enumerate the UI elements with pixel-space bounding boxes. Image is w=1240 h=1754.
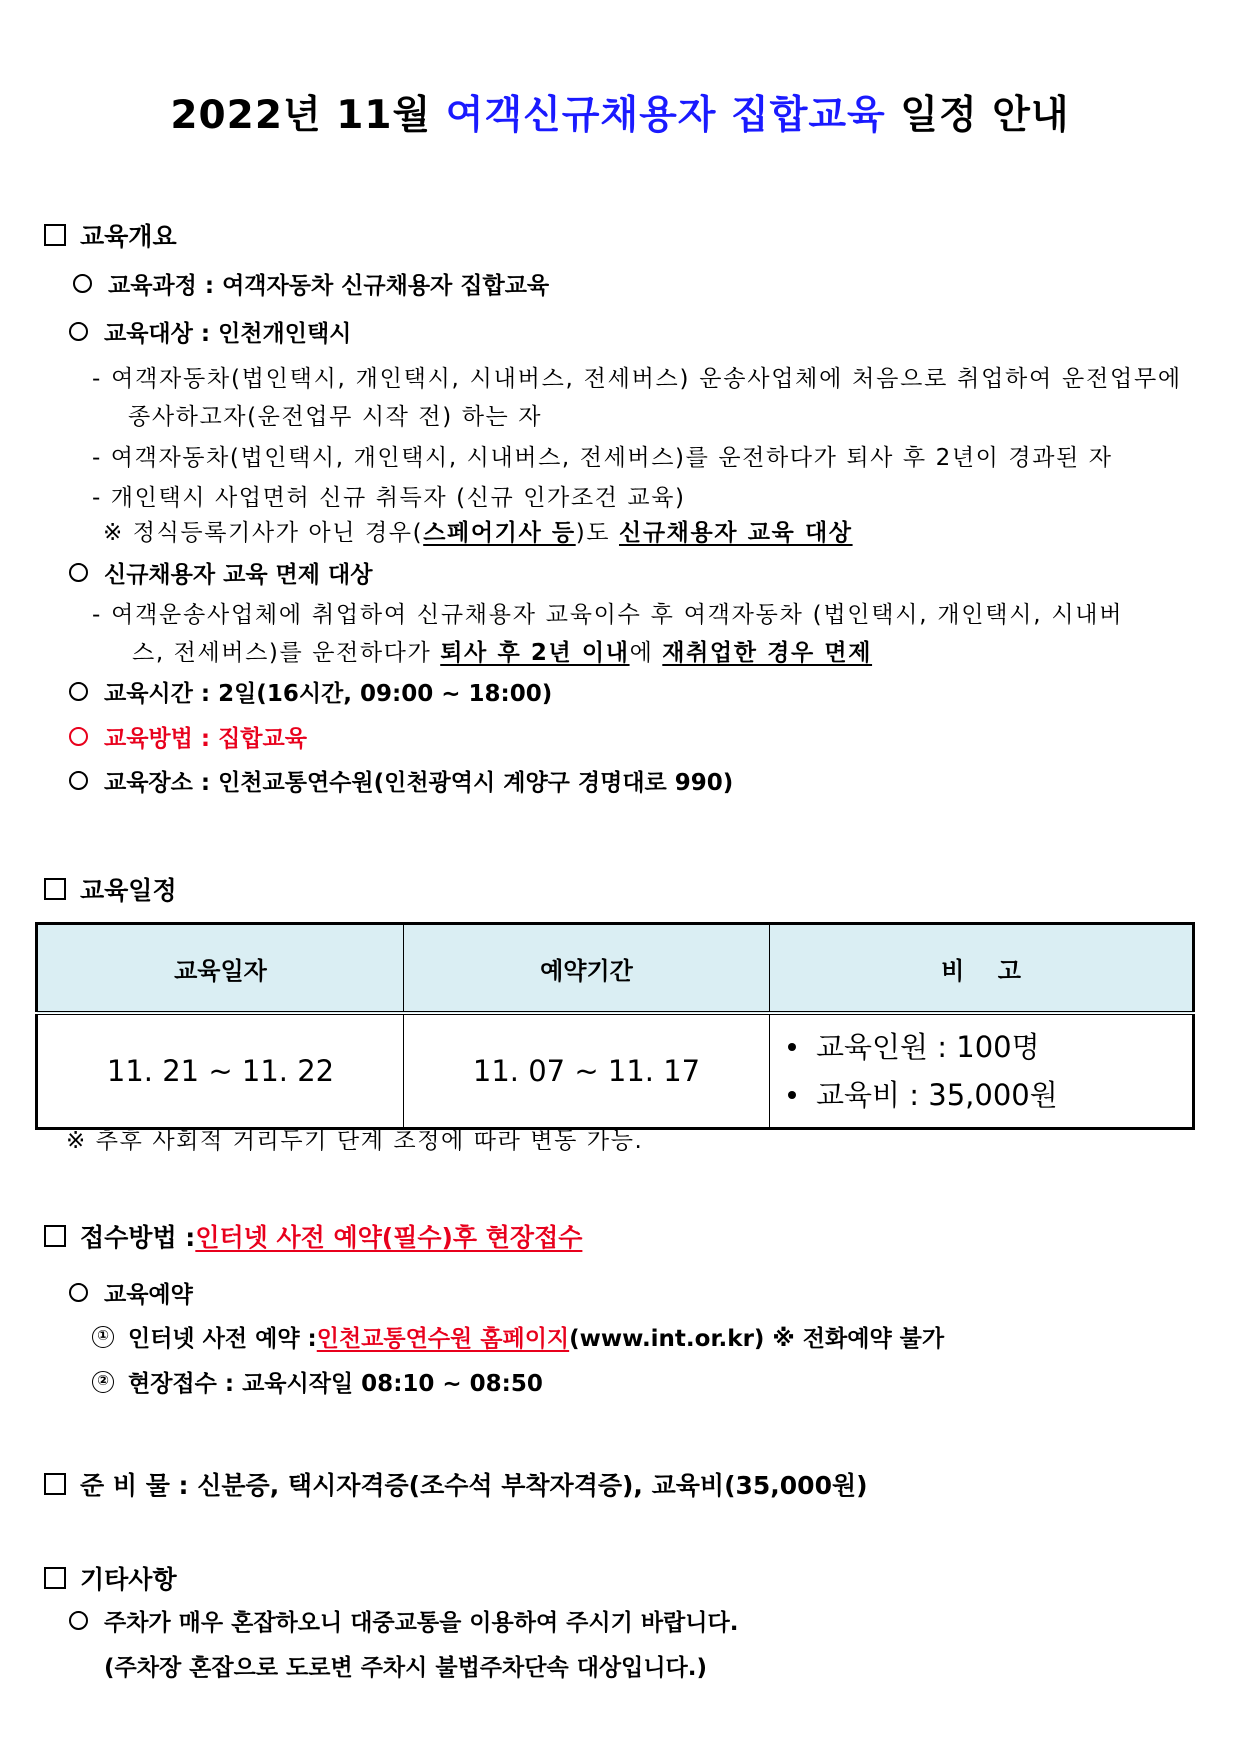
- target-line-1: - 여객자동차(법인택시, 개인택시, 시내버스, 전세버스) 운송사업체에 처음으로 취업하여 운전업무에: [92, 366, 1182, 392]
- header-notes: 비 고: [770, 924, 1194, 1014]
- circle-bullet-icon: [69, 771, 88, 790]
- section-preparation: 준 비 물 : 신분증, 택시자격증(조수석 부착자격증), 교육비(35,000원): [44, 1466, 868, 1502]
- circle-bullet-icon: [69, 682, 88, 701]
- bullet-icon: [788, 1043, 796, 1051]
- course-item: 교육과정 : 여객자동차 신규채용자 집합교육: [73, 267, 549, 300]
- header-reservation: 예약기간: [404, 924, 770, 1014]
- target-line-2: 종사하고자(운전업무 시작 전) 하는 자: [128, 404, 543, 430]
- parking-warning: (주차장 혼잡으로 도로변 주차시 불법주차단속 대상입니다.): [104, 1655, 708, 1681]
- table-header-row: [37, 924, 1194, 1014]
- table-row: [37, 1013, 1194, 1129]
- circle-bullet-icon: [69, 1611, 88, 1630]
- target-line-3: - 여객자동차(법인택시, 개인택시, 시내버스, 전세버스)를 운전하다가 퇴사 후 2년이 경과된 자: [92, 445, 1113, 471]
- bullet-icon: [788, 1091, 796, 1099]
- circle-bullet-icon: [69, 1283, 88, 1302]
- cell-date: 11. 21 ~ 11. 22: [37, 1013, 404, 1129]
- circle-bullet-icon: [69, 322, 88, 341]
- section-reception-heading: 접수방법 : 인터넷 사전 예약(필수)후 현장접수: [44, 1218, 582, 1254]
- circle-bullet-icon: [69, 727, 88, 746]
- reservation-online: ① 인터넷 사전 예약 : 인천교통연수원 홈페이지 (www.int.or.kr) ※ 전화예약 불가: [92, 1320, 944, 1353]
- title-suffix: 일정 안내: [885, 93, 1070, 138]
- title-prefix: 2022년 11월: [170, 93, 446, 138]
- note-fee: 교육비 : 35,000원: [788, 1071, 1191, 1119]
- exemption-line-2: 스, 전세버스)를 운전하다가 퇴사 후 2년 이내에 재취업한 경우 면제: [132, 640, 873, 666]
- homepage-link[interactable]: 인천교통연수원 홈페이지: [316, 1326, 570, 1352]
- checkbox-icon: [44, 224, 66, 246]
- new-hire-target-highlight: 신규채용자 교육 대상: [619, 520, 853, 546]
- checkbox-icon: [44, 1567, 66, 1589]
- header-date: 교육일자: [37, 924, 404, 1014]
- cell-reservation: 11. 07 ~ 11. 17: [404, 1013, 770, 1129]
- reservation-onsite: ② 현장접수 : 교육시작일 08:10 ~ 08:50: [92, 1365, 543, 1398]
- section-schedule-heading: 교육일정: [44, 871, 177, 907]
- reception-method-highlight: 인터넷 사전 예약(필수)후 현장접수: [195, 1223, 583, 1252]
- spare-driver-highlight: 스페어기사 등: [423, 520, 576, 546]
- time-item: 교육시간 : 2일(16시간, 09:00 ~ 18:00): [69, 675, 552, 708]
- method-item: 교육방법 : 집합교육: [69, 720, 307, 753]
- section-etc-heading: 기타사항: [44, 1560, 177, 1596]
- number-1-icon: ①: [92, 1326, 114, 1348]
- schedule-footnote: ※ 추후 사회적 거리두기 단계 조정에 따라 변동 가능.: [66, 1128, 644, 1154]
- checkbox-icon: [44, 878, 66, 900]
- reservation-item: 교육예약: [69, 1276, 193, 1309]
- circle-bullet-icon: [73, 274, 92, 293]
- target-item: 교육대상 : 인천개인택시: [69, 315, 351, 348]
- title-highlight: 여객신규채용자 집합교육: [445, 93, 886, 138]
- exemption-line-1: - 여객운송사업체에 취업하여 신규채용자 교육이수 후 여객자동차 (법인택시, 개인택시, 시내버: [92, 602, 1124, 628]
- place-item: 교육장소 : 인천교통연수원(인천광역시 계양구 경명대로 990): [69, 764, 733, 797]
- note-capacity: 교육인원 : 100명: [788, 1023, 1191, 1071]
- parking-notice: 주차가 매우 혼잡하오니 대중교통을 이용하여 주시기 바랍니다.: [69, 1604, 738, 1637]
- page-title: [0, 84, 1240, 140]
- target-line-4: - 개인택시 사업면허 신규 취득자 (신규 인가조건 교육): [92, 485, 686, 511]
- schedule-table: [35, 922, 1195, 1130]
- checkbox-icon: [44, 1473, 66, 1495]
- checkbox-icon: [44, 1225, 66, 1247]
- exemption-item: 신규채용자 교육 면제 대상: [69, 556, 372, 589]
- number-2-icon: ②: [92, 1371, 114, 1393]
- circle-bullet-icon: [69, 563, 88, 582]
- cell-notes: [770, 1013, 1194, 1129]
- section-overview-heading: 교육개요: [44, 217, 177, 253]
- target-note: ※ 정식등록기사가 아닌 경우(스페어기사 등)도 신규채용자 교육 대상: [103, 520, 853, 546]
